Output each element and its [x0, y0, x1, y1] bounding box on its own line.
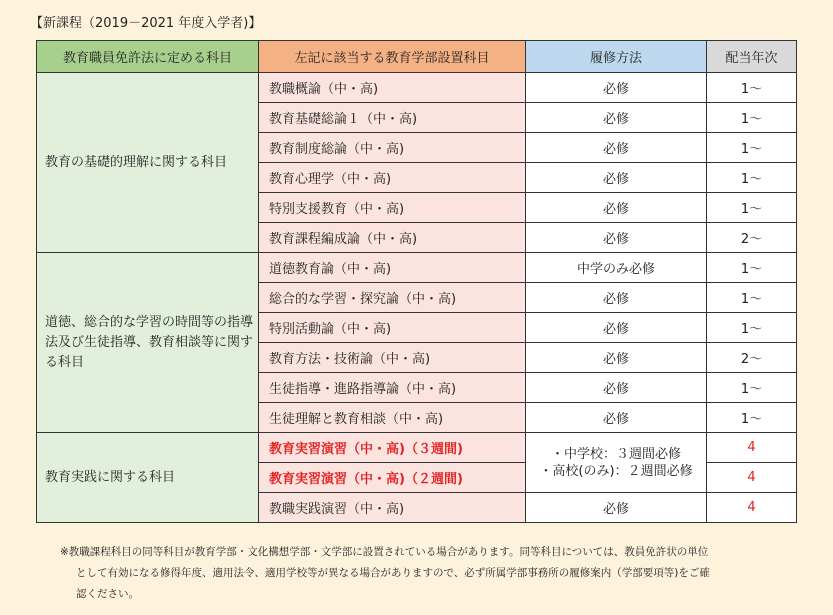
- footnote: [60, 542, 800, 605]
- footnote-line: として有効になる修得年度、適用法令、適用学校等が異なる場合がありますので、必ず所属学部事務所の履修案内（学部要項等)をご確: [76, 567, 710, 579]
- header-year: 配当年次: [707, 41, 797, 73]
- subject-cell: 教職実践演習（中・高): [259, 493, 526, 523]
- method-cell: 必修: [526, 163, 707, 193]
- subject-cell: 教育方法・技術論（中・高): [259, 343, 526, 373]
- method-cell: 必修: [526, 133, 707, 163]
- subject-cell: 教育心理学（中・高): [259, 163, 526, 193]
- method-cell: 必修: [526, 193, 707, 223]
- year-cell: 2～: [707, 223, 797, 253]
- year-cell: 1～: [707, 373, 797, 403]
- group-label: 道徳、総合的な学習の時間等の指導法及び生徒指導、教育相談等に関する科目: [37, 253, 259, 433]
- method-cell: 必修: [526, 103, 707, 133]
- method-cell: 必修: [526, 343, 707, 373]
- method-cell: 必修: [526, 223, 707, 253]
- method-cell-practicum: [526, 433, 707, 493]
- method-cell: 中学のみ必修: [526, 253, 707, 283]
- subject-cell: 教育課程編成論（中・高): [259, 223, 526, 253]
- table-row: [37, 433, 797, 463]
- header-license-subject: 教育職員免許法に定める科目: [37, 41, 259, 73]
- table-row: [37, 73, 797, 103]
- method-cell: 必修: [526, 373, 707, 403]
- year-cell: 1～: [707, 103, 797, 133]
- subject-cell: 特別支援教育（中・高): [259, 193, 526, 223]
- header-row: [37, 41, 797, 73]
- method-cell: 必修: [526, 493, 707, 523]
- year-cell: 1～: [707, 313, 797, 343]
- subject-cell: 総合的な学習・探究論（中・高): [259, 283, 526, 313]
- subject-cell-highlight: 教育実習演習（中・高)（３週間): [259, 433, 526, 463]
- subject-cell: 生徒理解と教育相談（中・高): [259, 403, 526, 433]
- header-faculty-subject: 左記に該当する教育学部設置科目: [259, 41, 526, 73]
- subject-cell: 教育制度総論（中・高): [259, 133, 526, 163]
- year-cell: 1～: [707, 73, 797, 103]
- subject-cell: 特別活動論（中・高): [259, 313, 526, 343]
- subject-cell-highlight: 教育実習演習（中・高)（２週間): [259, 463, 526, 493]
- method-cell: 必修: [526, 283, 707, 313]
- table-row: [37, 253, 797, 283]
- curriculum-table: [36, 40, 797, 523]
- year-cell: 2～: [707, 343, 797, 373]
- subject-cell: 道徳教育論（中・高): [259, 253, 526, 283]
- method-cell: 必修: [526, 73, 707, 103]
- footnote-line: ※教職課程科目の同等科目が教育学部・文化構想学部・文学部に設置されている場合があります。同等科目については、教員免許状の単位: [60, 546, 709, 558]
- subject-cell: 教職概論（中・高): [259, 73, 526, 103]
- group-label: 教育実践に関する科目: [37, 433, 259, 523]
- year-cell: 1～: [707, 283, 797, 313]
- page-title: 【新課程（2019－2021 年度入学者)】: [30, 16, 262, 31]
- subject-cell: 教育基礎総論１（中・高): [259, 103, 526, 133]
- year-cell: 1～: [707, 133, 797, 163]
- method-cell: 必修: [526, 403, 707, 433]
- year-cell: 4: [707, 493, 797, 523]
- group-label: 教育の基礎的理解に関する科目: [37, 73, 259, 253]
- year-cell: 1～: [707, 193, 797, 223]
- method-practicum-text: ・中学校：３週間必修 ・高校(のみ)：２週間必修: [539, 446, 693, 479]
- year-cell: 1～: [707, 163, 797, 193]
- year-cell: 4: [707, 463, 797, 493]
- subject-cell: 生徒指導・進路指導論（中・高): [259, 373, 526, 403]
- year-cell: 1～: [707, 403, 797, 433]
- footnote-line: 認ください。: [76, 588, 139, 600]
- header-method: 履修方法: [526, 41, 707, 73]
- method-cell: 必修: [526, 313, 707, 343]
- year-cell: 1～: [707, 253, 797, 283]
- year-cell: 4: [707, 433, 797, 463]
